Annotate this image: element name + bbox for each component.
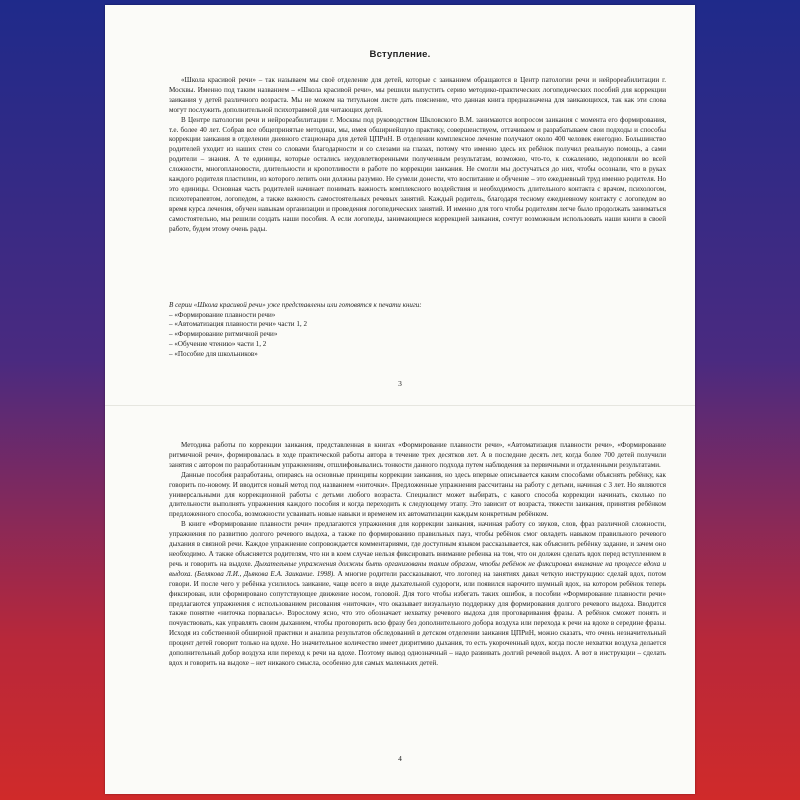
book-spread — [105, 5, 695, 794]
series-item: – «Формирование плавности речи» — [169, 310, 276, 319]
methodology-text — [169, 441, 666, 669]
citation: Дыхательные упражнения должны быть организованы таким образом, чтобы ребёнок не фиксировал внимание на процессе вдоха и выдоха. (Белякова Л.И., Дьякова Е.А. Заикание. 1998). — [169, 559, 666, 578]
page-number: 3 — [398, 379, 402, 388]
series-item: – «Формирование ритмичной речи» — [169, 330, 278, 339]
paragraph-text: В книге «Формирование плавности речи» предлагаются упражнения для коррекции заикания, начиная работу со звуков, слов, фраз различной сложности, упражнения по развитию долгого речевого выдоха, а также по формированию правильных пауз, чтобы ребёнок смог овладеть навыком правильного речевого дыхания в связной речи. Каждое упражнение сопровождается комментариями, где доступным языком рассказывается, как объяснить ребёнку задание, и зачем оно необходимо. А также объясняется родителям, что ни в коем случае нельзя фиксировать внимание ребенка на том, что он должен сделать вдох перед вступлением в речь и говорить на выдохе. — [169, 520, 666, 568]
page-title: Вступление. — [369, 49, 431, 60]
series-item: – «Обучение чтению» части 1, 2 — [169, 339, 267, 348]
series-item: – «Автоматизация плавности речи» части 1, 2 — [169, 320, 308, 329]
paragraph: Данные пособия разработаны, опираясь на основные принципы коррекции заикания, но здесь впервые описывается каким способами объяснять ребёнку, как говорить по-новому. И вводится новый метод под названием «ниточки». Предложенные упражнения рассчитаны на работу с детьми, начиная с 3 лет. Но являются универсальными для коррекционной работы с детьми любого возраста. Специалист может выбирать, с какого способа коррекции начинать, сколько по длительности выполнять упражнения каждого пособия и когда переходить к следующему этапу. Это зависит от возраста, тяжести заикания, принятия ребёнком предложенного способа, возможности усваивать новые навыки и временем их автоматизации каждым конкретным ребёнком. — [169, 470, 666, 519]
introduction-text — [169, 76, 666, 235]
paragraph: «Школа красивой речи» – так называем мы своё отделение для детей, которые с заиканием обращаются в Центр патологии речи и нейрореабилитации г. Москвы. Именно под таким названием – «Школа красивой речи», мы решили выпустить серию методико-практических логопедических пособий для коррекции заикания у детей различного возраста. Мы не можем на титульном листе дать пояснение, что данная книга предназначена для заикающихся, так как эти слова могут послужить дополнительной психотравмой для читающих детей. — [169, 76, 666, 114]
page-3 — [105, 5, 695, 405]
paragraph: В Центре патологии речи и нейрореабилитации г. Москвы под руководством Шкловского В.М. занимаются вопросом заикания с момента его формирования, т.е. более 40 лет. Собрав все общепринятые методики, мы, имея обширнейшую практику, совершенствуем, оттачиваем и разрабатываем свои подходы и способы коррекции заикания в отделении дневного стационара для детей ЦПРиН. В отделении комплексное лечение получают около 400 человек ежегодно. Большинство родителей уходит из наших стен со словами благодарности и со слезами на глазах, потому что именно здесь их ребёнок получил реальную помощь, а сами родители – знания. А те единицы, которые остались неудовлетворенными полученным результатам, возможно, что-то, к сожалению, недопоняли во всей сложности, многоплановости, длительности и кропотливости в работе по коррекции заикания. Не смогли мы достучаться до них, чтобы осознали, что в руках каждого родителя пластилин, из которого лепить они должны разумно. Не сумели донести, что воспитание и обучение – это ежедневный труд именно родителя. Но это единицы. Основная часть родителей начинает понимать важность комплексного воздействия и необходимость длительного контакта с врачом, психологом, психотерапевтом, логопедом, а также важность самостоятельных речевых занятий. Каждый родитель, благодаря тесному ежедневному контакту с логопедом во время курса лечения, обучен навыкам организации и проведения логопедических занятий. И именно для того чтобы родителям легче было продолжать заниматься самостоятельно, мы решили создать наши пособия. А если логопеды, занимающиеся коррекцией заикания, сочтут возможным использовать наши книги в своей работе, будем этому очень рады. — [169, 115, 666, 233]
book-series-list — [169, 301, 666, 359]
paragraph — [169, 520, 666, 669]
paragraph: Методика работы по коррекции заикания, представленная в книгах «Формирование плавности речи», «Автоматизация плавности речи», «Формирование ритмичной речи», формировалась в ходе практической работы автора в течение трех десятков лет. А в последние десять лет, когда более 700 детей получили занятия с автором по разработанным упражнениям, отшлифовывались тонкости данного подхода путем наблюдения за первичными и отдаленными результатами. — [169, 441, 666, 469]
page-4 — [105, 405, 695, 794]
page-number: 4 — [398, 754, 402, 763]
series-item: – «Пособие для школьников» — [169, 349, 258, 358]
series-intro: В серии «Школа красивой речи» уже представлены или готовятся к печати книги: — [169, 301, 422, 309]
paragraph-text: А многие родители рассказывают, что логопед на занятиях давал четкую инструкцию: сделай вдох, потом говори. И после чего у ребёнка усилилось заикание, чаще всего в виде дыхательной судороги, или появился нарочито шумный вдох, на котором ребёнок теперь фиксирован, или сформировано сопутствующее движение носом, головой. Для того чтобы избегать таких ошибок, в пособии «Формирование плавности речи» предлагаются упражнения с использованием рисования «ниточки», что оказывает визуальную поддержку для формирования долгого речевого выдоха. Вводится также понятие «ниточка порвалась». Взрослому ясно, что это обозначает нехватку речевого выдоха для проговаривания фразы. А ребёнок сможет понять и почувствовать, как управлять своим дыханием, чтобы проговорить всю фразу без дополнительного добора воздуха или перехода к речи на вдохе в середине фразы. Исходя из собственной обширной практики и анализа результатов обследований в детском отделении заикания ЦПРиН, можно сказать, что очень незначительный процент детей говорит только на вдохе. Но значительное количество имеет дизритмию дыхания, то есть укороченный вдох, когда после нехватки воздуха делается дополнительный добор воздуха или переход к речи на вдохе. Поэтому вывод однозначный – надо развивать долгий речевой выдох. А вот в инструкции – сделать вдох и говорить на выдохе – нет никакого смысла, особенно для самых маленьких детей. — [169, 569, 666, 667]
